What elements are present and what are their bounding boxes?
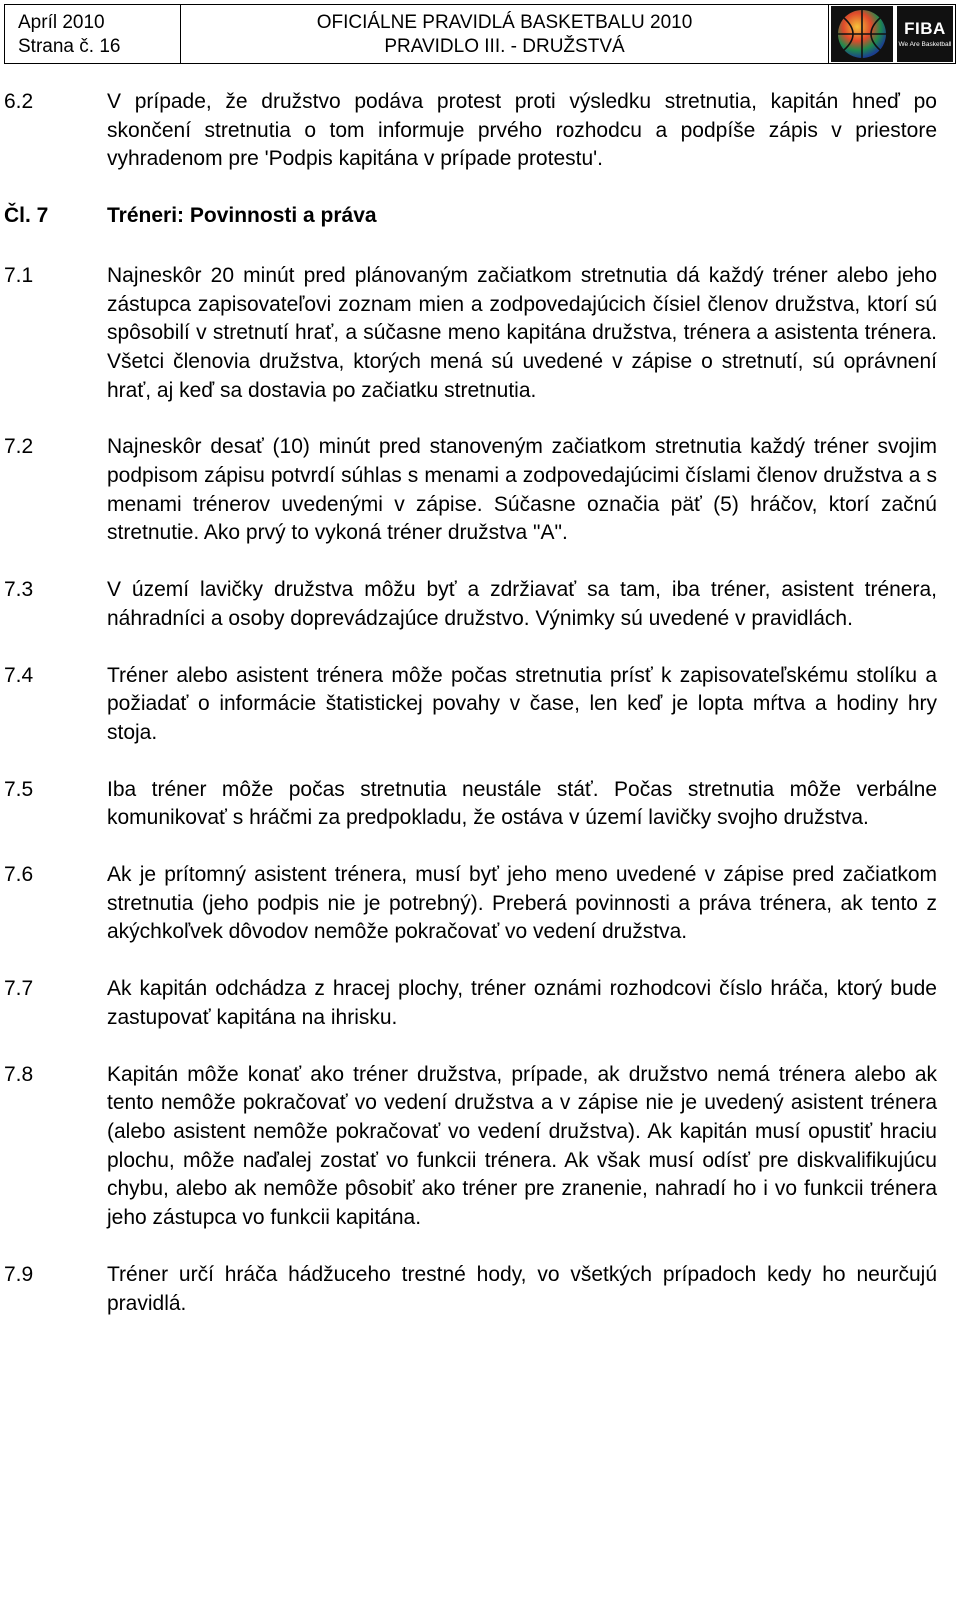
rule-text: Najneskôr desať (10) minút pred stanoveným začiatkom stretnutia každý tréner svojim podpisom zápisu potvrdí súhlas s menami a zodpovedajúcimi číslami členov družstva a s menami trénerov uvedenými v zápise. Súčasne označia päť (5) hráčov, ktorí začnú stretnutie. Ako prvý to vykoná tréner družstva "A". <box>107 435 937 545</box>
rule-text: Najneskôr 20 minút pred plánovaným začiatkom stretnutia dá každý tréner alebo jeho zástupca zapisovateľovi zoznam mien a zodpovedajúcich čísiel členov družstva, ktorí sú spôsobilí v stretnutí hrať, a súčasne meno kapitána družstva, trénera a asistenta trénera. Všetci členovia družstva, ktorých mená sú uvedené v zápise o stretnutí, sú oprávnení hrať, aj keď sa dostavia po začiatku stretnutia. <box>107 263 937 402</box>
rule-7-7 <box>0 975 960 1032</box>
rule-7-5 <box>0 776 960 833</box>
fiba-logo-text: FIBA <box>904 19 946 38</box>
rule-text: Iba tréner môže počas stretnutia neustále stáť. Počas stretnutia môže verbálne komunikovať s hráčmi za predpokladu, že ostáva v území lavičky svojho družstva. <box>107 777 937 830</box>
rule-text: Tréner alebo asistent trénera môže počas stretnutia prísť k zapisovateľskému stolíku a požiadať o informácie štatistickej povahy v čase, len keď je lopta mŕtva a hodiny hry stoja. <box>107 663 937 744</box>
rule-text: V území lavičky družstva môžu byť a zdržiavať sa tam, iba tréner, asistent trénera, náhradníci a osoby doprevádzajúce družstvo. Výnimky sú uvedené v pravidlách. <box>107 578 937 630</box>
header-center-cell <box>181 5 829 63</box>
rule-number: 7.6 <box>4 863 34 887</box>
rule-number: 7.3 <box>4 578 34 602</box>
fiba-wordmark <box>897 6 953 62</box>
article-heading <box>0 202 960 231</box>
rule-text: Tréner určí hráča hádžuceho trestné hody, vo všetkých prípadoch kedy ho neurčujú pravidlá. <box>107 1262 937 1315</box>
basketball-globe-icon <box>831 6 893 62</box>
rule-7-9 <box>0 1261 960 1318</box>
page-header <box>4 4 956 64</box>
rule-number: 7.5 <box>4 777 34 801</box>
article-title: Tréneri: Povinnosti a práva <box>107 204 377 228</box>
rule-text: Ak je prítomný asistent trénera, musí byť jeho meno uvedené v zápise pred začiatkom stretnutia (jeho podpis nie je potrebný). Preberá povinnosti a práva trénera, ak tento z akýchkoľvek dôvodov nemôže pokračovať vo vedení družstva. <box>107 863 937 944</box>
header-date: Apríl 2010 <box>18 12 105 33</box>
fiba-logo-tagline: We Are Basketball <box>898 41 952 48</box>
header-document-title: OFICIÁLNE PRAVIDLÁ BASKETBALU 2010 <box>316 12 693 33</box>
document-body <box>0 88 960 1346</box>
rule-number: 7.7 <box>4 977 34 1001</box>
rule-text: V prípade, že družstvo podáva protest proti výsledku stretnutia, kapitán hneď po skončení stretnutia o tom informuje prvého rozhodcu a podpíše zápis v priestore vyhradenom pre 'Podpis kapitána v prípade protestu'. <box>107 90 937 171</box>
rule-number: 7.2 <box>4 435 34 459</box>
header-left-cell <box>5 5 181 63</box>
rule-text: Kapitán môže konať ako tréner družstva, prípade, ak družstvo nemá trénera alebo ak tento nemôže pokračovať vo vedení družstva a v zápise nie je uvedený asistent trénera (alebo asistent nemôže pokračovať vo vedení družstva). Ak kapitán musí opustiť hraciu plochu, môže naďalej zostať vo funkcii trénera. Ak však musí odísť pre diskvalifikujúcu chybu, alebo ak nemôže pôsobiť ako tréner pre zranenie, nahradí ho i vo funkcii trénera jeho zástupca vo funkcii kapitána. <box>107 1062 937 1230</box>
fiba-logo <box>829 5 955 63</box>
rule-7-6 <box>0 861 960 947</box>
rule-7-8 <box>0 1061 960 1233</box>
rule-7-4 <box>0 662 960 748</box>
rule-7-1 <box>0 262 960 406</box>
header-page-number: Strana č. 16 <box>18 36 121 57</box>
rule-6-2 <box>0 88 960 174</box>
rule-7-2 <box>0 433 960 548</box>
rule-number: 7.1 <box>4 263 34 287</box>
rule-number: 6.2 <box>4 90 34 113</box>
rule-number: 7.8 <box>4 1062 34 1086</box>
header-chapter-title: PRAVIDLO III. - DRUŽSTVÁ <box>384 36 625 57</box>
rule-number: 7.9 <box>4 1262 34 1286</box>
rule-number: 7.4 <box>4 663 34 687</box>
rule-text: Ak kapitán odchádza z hracej plochy, tréner oznámi rozhodcovi číslo hráča, ktorý bude zastupovať kapitána na ihrisku. <box>107 977 937 1029</box>
rule-7-3 <box>0 576 960 633</box>
article-number: Čl. 7 <box>4 204 49 228</box>
